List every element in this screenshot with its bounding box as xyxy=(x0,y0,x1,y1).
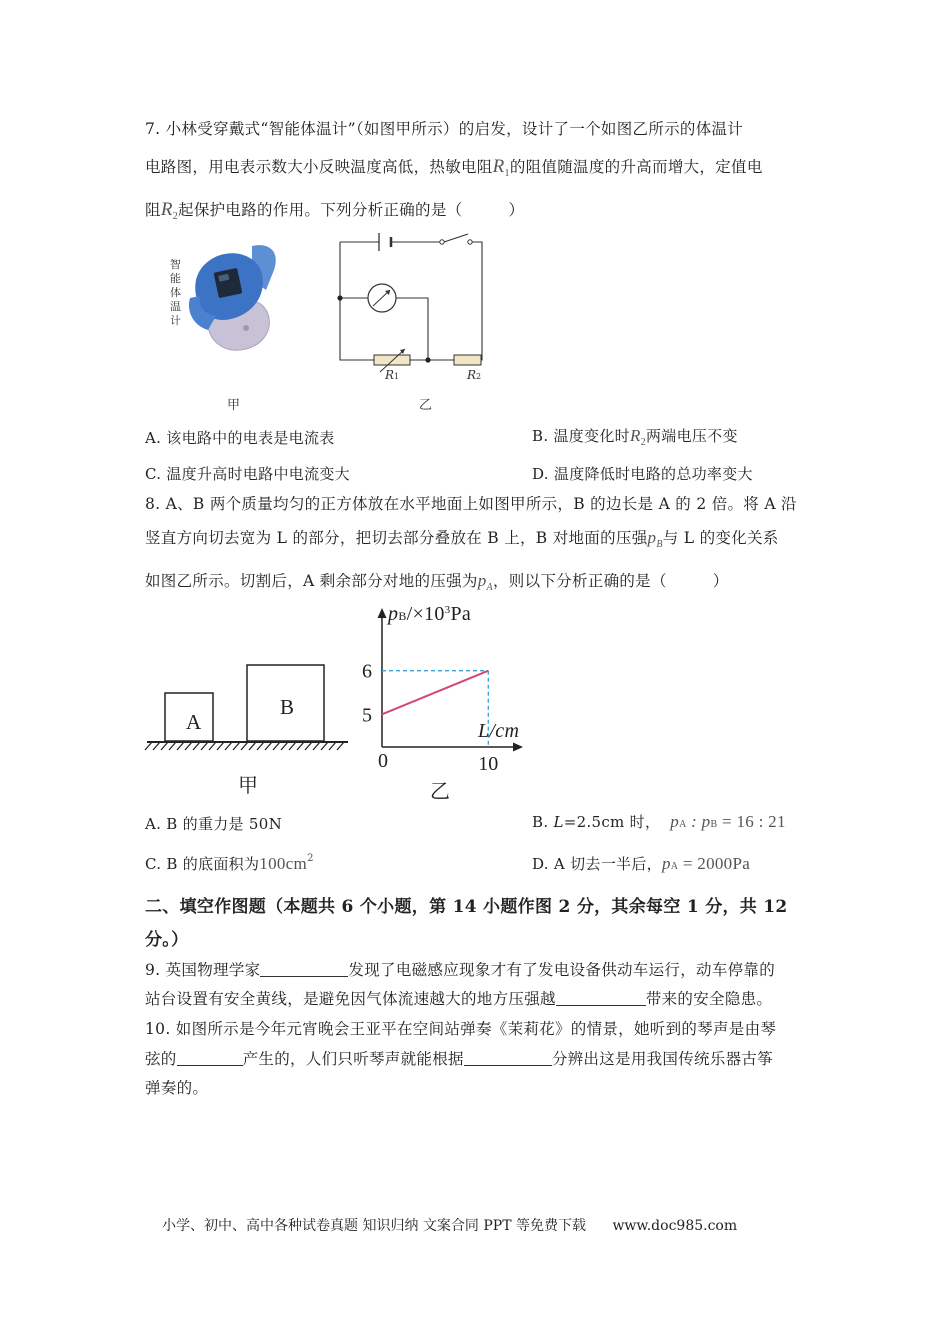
q8-option-b: B. L=2.5cm 时， pA : pB = 16 : 21 xyxy=(532,812,786,831)
q7-line2b: 的阻值随温度的升高而增大，定值电 xyxy=(509,158,763,176)
resistor-r2 xyxy=(454,355,481,365)
q7-line3b: 起保护电路的作用。下列分析正确的是（ xyxy=(178,201,463,219)
x-axis-arrow xyxy=(513,743,523,752)
q10-line2: 弦的 产生的，人们只听琴声就能根据 分辨出这是用我国传统乐器古筝 xyxy=(145,1050,774,1068)
junction-dot-mid xyxy=(425,357,430,362)
x-axis-label: L/cm xyxy=(478,720,520,742)
q7-option-d: D. 温度降低时电路的总功率变大 xyxy=(532,465,753,483)
q8-line2: 竖直方向切去宽为 L 的部分，把切去部分叠放在 B 上，B 对地面的压强$p_B$与 L 的变化关系 xyxy=(145,528,779,550)
meter-symbol xyxy=(368,284,396,312)
r1-label: R1 xyxy=(385,368,400,382)
q10-line1: 10. 如图所示是今年元宵晚会王亚平在空间站弹奏《茉莉花》的情景，她听到的琴声是由琴 xyxy=(145,1020,777,1038)
r1-subscript: 1 xyxy=(504,168,510,179)
q7-line2 xyxy=(145,155,763,179)
series-line-0 xyxy=(382,671,488,715)
q7-caption-yi: 乙 xyxy=(419,398,433,413)
block-b-label: B xyxy=(280,695,295,719)
switch xyxy=(440,234,472,244)
q10-blank-1[interactable] xyxy=(177,1051,243,1066)
section2-heading-line2: 分。） xyxy=(145,930,189,950)
r2-subscript: 2 xyxy=(172,211,179,222)
y-tick-label-6: 6 xyxy=(362,660,372,683)
q7-option-a: A. 该电路中的电表是电流表 xyxy=(145,429,335,447)
q8-option-c: C. B 的底面积为$100cm^2$ xyxy=(145,853,314,873)
q7-line3 xyxy=(145,198,524,222)
q10-blank-2[interactable] xyxy=(464,1051,552,1066)
footer-url: www.doc985.com xyxy=(612,1218,738,1234)
y-tick-label-5: 5 xyxy=(362,704,372,727)
q7-close-paren: ） xyxy=(508,201,525,219)
q9-blank-2[interactable] xyxy=(556,991,646,1006)
q7-line2a: 电路图，用电表示数大小反映温度高低，热敏电阻 xyxy=(145,158,493,176)
clip-dot xyxy=(243,325,249,331)
r1-symbol: R xyxy=(492,156,505,177)
wearable-thermometer-image xyxy=(182,240,292,358)
footer-text: 小学、初中、高中各种试卷真题 知识归纳 文案合同 PPT 等免费下载 xyxy=(162,1218,586,1234)
q7-caption-jia: 甲 xyxy=(227,398,241,413)
device-label: 智能体温计 xyxy=(170,258,181,327)
q8-option-a: A. B 的重力是 50N xyxy=(145,815,283,833)
q9-line1: 9. 英国物理学家 发现了电磁感应现象才有了发电设备供动车运行，动车停靠的 xyxy=(145,961,776,979)
q8-option-d: D. A 切去一半后，pA = 2000Pa xyxy=(532,854,751,873)
q8-line3: 如图乙所示。切割后，A 剩余部分对地的压强为$p_A$，则以下分析正确的是（ ） xyxy=(145,571,729,593)
origin-label: 0 xyxy=(378,750,389,772)
q7-option-b: B. 温度变化时$R_2$两端电压不变 xyxy=(532,426,738,448)
page-footer xyxy=(162,1215,737,1235)
block-a-label: A xyxy=(186,710,202,734)
r2-label: R2 xyxy=(467,368,482,382)
y-axis-arrow xyxy=(378,608,387,618)
x-tick-label-10: 10 xyxy=(478,753,499,775)
q7-option-c: C. 温度升高时电路中电流变大 xyxy=(145,465,350,483)
circuit-wire-top-right xyxy=(472,242,482,360)
q10-line3: 弹奏的。 xyxy=(145,1079,209,1097)
junction-dot-left xyxy=(337,295,342,300)
ground-hatch xyxy=(145,742,344,750)
section2-heading-line1: 二、填空作图题（本题共 6 个小题，第 14 小题作图 2 分，其余每空 1 分，共 12 xyxy=(145,897,788,917)
blocks-figure xyxy=(140,660,355,760)
q9-line2: 站台设置有安全黄线，是避免因气体流速越大的地方压强越 带来的安全隐患。 xyxy=(145,990,773,1008)
q8-caption-jia: 甲 xyxy=(238,773,259,797)
q7-line1: 7. 小林受穿戴式“智能体温计”（如图甲所示）的启发，设计了一个如图乙所示的体温计 xyxy=(145,120,744,138)
r2-symbol: R xyxy=(160,199,173,220)
q8-line1: 8. A、B 两个质量均匀的正方体放在水平地面上如图甲所示，B 的边长是 A 的 2 倍。将 A 沿 xyxy=(145,495,797,513)
y-axis-label: $pB/\times 10^3Pa$ xyxy=(388,603,472,625)
q9-blank-1[interactable] xyxy=(260,962,348,977)
q8-caption-yi: 乙 xyxy=(430,779,451,803)
q7-line3a: 阻 xyxy=(145,201,161,219)
